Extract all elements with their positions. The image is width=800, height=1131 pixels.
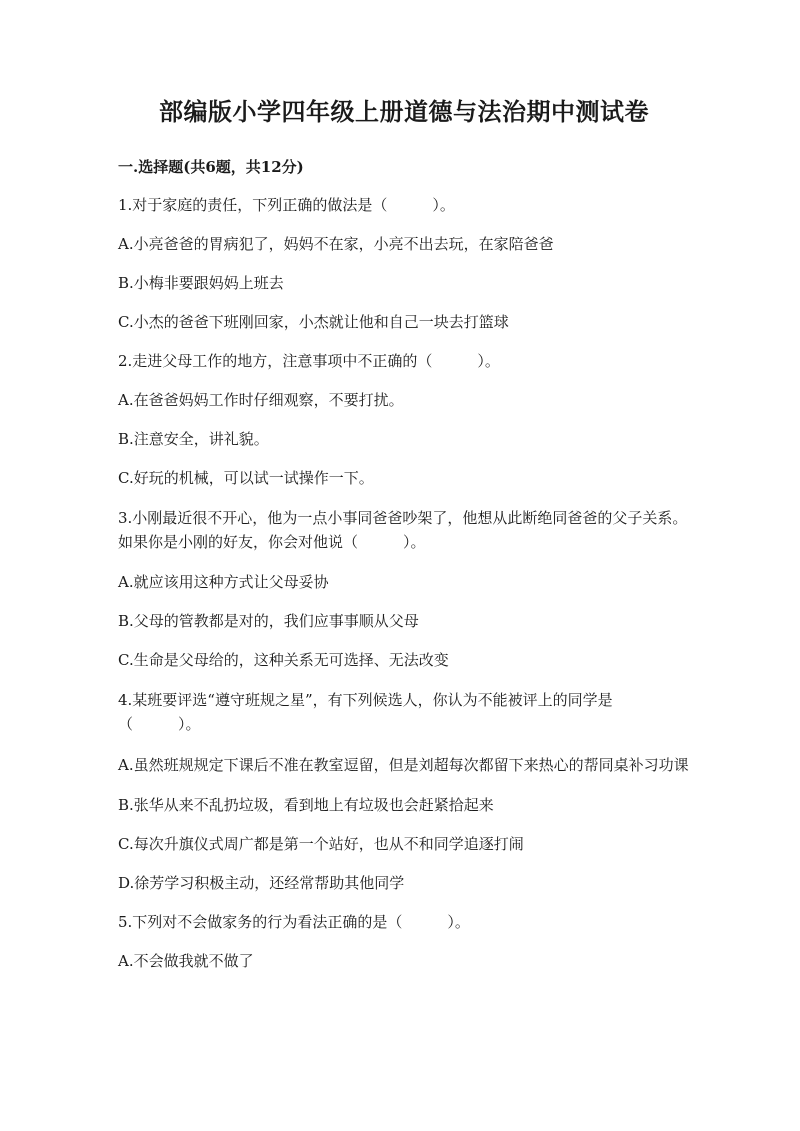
option-c: C.小杰的爸爸下班刚回家，小杰就让他和自己一块去打篮球 xyxy=(118,313,509,331)
option-d: D.徐芳学习积极主动，还经常帮助其他同学 xyxy=(118,874,405,892)
option-b: B.张华从来不乱扔垃圾，看到地上有垃圾也会赶紧拾起来 xyxy=(118,796,494,814)
question-stem: 3.小刚最近很不开心，他为一点小事同爸爸吵架了，他想从此断绝同爸爸的父子关系。如果你是小刚的好友，你会对他说（ ）。 xyxy=(118,509,688,551)
question-5 xyxy=(118,911,690,972)
exam-title: 部编版小学四年级上册道德与法治期中测试卷 xyxy=(159,97,649,126)
question-stem: 1.对于家庭的责任，下列正确的做法是（ ）。 xyxy=(118,196,455,214)
option-a: A.不会做我就不做了 xyxy=(118,952,254,970)
option-c: C.好玩的机械，可以试一试操作一下。 xyxy=(118,469,374,487)
option-a: A.就应该用这种方式让父母妥协 xyxy=(118,573,329,591)
option-a: A.小亮爸爸的胃病犯了，妈妈不在家，小亮不出去玩，在家陪爸爸 xyxy=(118,235,554,253)
question-3 xyxy=(118,506,690,671)
option-b: B.小梅非要跟妈妈上班去 xyxy=(118,274,284,292)
option-c: C.生命是父母给的，这种关系无可选择、无法改变 xyxy=(118,651,449,669)
option-c: C.每次升旗仪式周广都是第一个站好，也从不和同学追逐打闹 xyxy=(118,835,524,853)
question-4 xyxy=(118,688,690,894)
option-a: A.虽然班规规定下课后不准在教室逗留，但是刘超每次都留下来热心的帮同桌补习功课 xyxy=(118,756,689,774)
question-stem: 5.下列对不会做家务的行为看法正确的是（ ）。 xyxy=(118,913,470,931)
option-b: B.注意安全，讲礼貌。 xyxy=(118,430,269,448)
question-stem: 4.某班要评选“遵守班规之星”，有下列候选人，你认为不能被评上的同学是（ ）。 xyxy=(118,691,613,733)
question-1 xyxy=(118,194,690,333)
option-a: A.在爸爸妈妈工作时仔细观察，不要打扰。 xyxy=(118,391,404,409)
question-2 xyxy=(118,350,690,489)
section-heading: 一.选择题(共6题，共12分) xyxy=(118,158,304,176)
question-stem: 2.走进父母工作的地方，注意事项中不正确的（ ）。 xyxy=(118,352,500,370)
option-b: B.父母的管教都是对的，我们应事事顺从父母 xyxy=(118,612,419,630)
